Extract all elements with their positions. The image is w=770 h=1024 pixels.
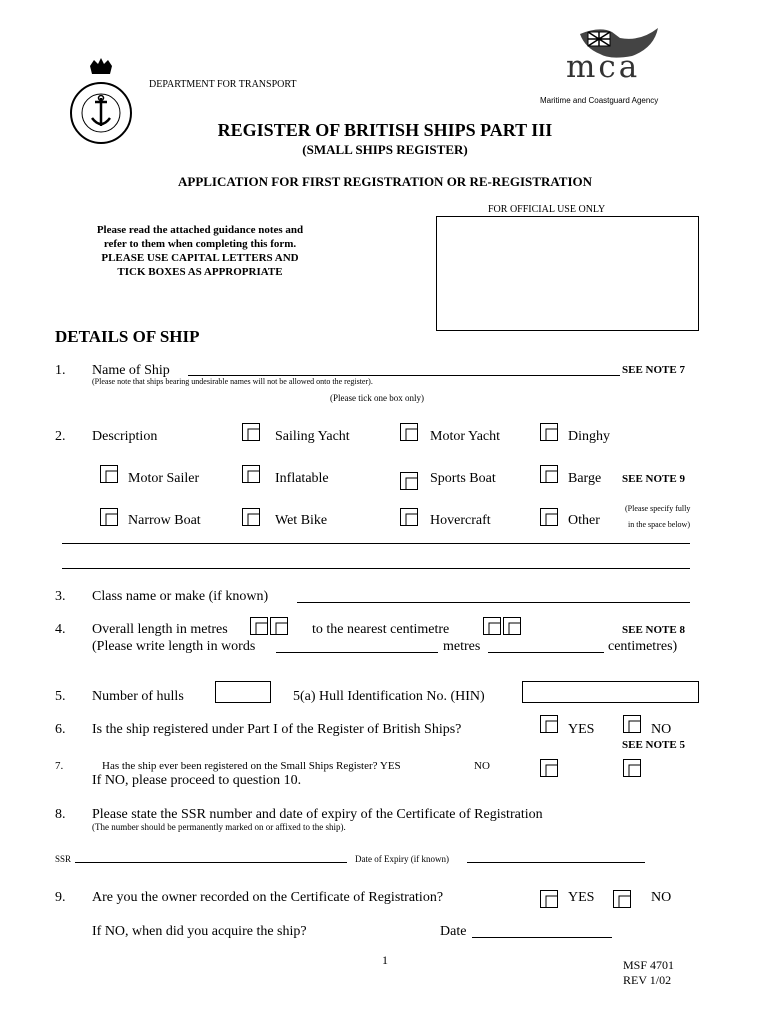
- form-subtitle: (SMALL SHIPS REGISTER): [302, 142, 468, 157]
- instruction-line: refer to them when completing this form.: [103, 238, 297, 250]
- official-use-box: [436, 216, 699, 331]
- sailing-yacht-checkbox[interactable]: [242, 423, 260, 441]
- q7-number: 7.: [55, 760, 64, 772]
- length-cm-box[interactable]: [503, 617, 521, 635]
- q9-label: Are you the owner recorded on the Certificate of Registration?: [92, 890, 444, 905]
- class-name-field[interactable]: [297, 602, 690, 603]
- hovercraft-checkbox[interactable]: [400, 508, 418, 526]
- q1-number: 1.: [55, 363, 66, 378]
- sports-boat-checkbox[interactable]: [400, 472, 418, 490]
- dinghy-label: Dinghy: [568, 429, 610, 444]
- q8-subnote: (The number should be permanently marked on or affixed to the ship).: [92, 822, 346, 832]
- sports-boat-label: Sports Boat: [430, 471, 496, 486]
- expiry-label: Date of Expiry (if known): [355, 854, 449, 864]
- other-label: Other: [568, 513, 600, 528]
- motor-sailer-label: Motor Sailer: [128, 471, 200, 486]
- inflatable-label: Inflatable: [275, 471, 329, 486]
- motor-yacht-checkbox[interactable]: [400, 423, 418, 441]
- narrow-boat-label: Narrow Boat: [128, 513, 201, 528]
- q2-label: Description: [92, 429, 158, 444]
- hovercraft-label: Hovercraft: [430, 513, 491, 528]
- q1-label: Name of Ship: [92, 363, 170, 378]
- official-use-label: FOR OFFICIAL USE ONLY: [488, 204, 606, 215]
- other-checkbox[interactable]: [540, 508, 558, 526]
- narrow-boat-checkbox[interactable]: [100, 508, 118, 526]
- q7-no-label: NO: [474, 760, 490, 772]
- q4-note: SEE NOTE 8: [622, 624, 685, 636]
- q8-number: 8.: [55, 807, 66, 822]
- department-label: DEPARTMENT FOR TRANSPORT: [149, 79, 297, 90]
- agency-name: Maritime and Coastguard Agency: [540, 96, 659, 105]
- q9-acquire-label: If NO, when did you acquire the ship?: [92, 924, 307, 939]
- q4-mid-label: to the nearest centimetre: [312, 622, 450, 637]
- q8-label: Please state the SSR number and date of expiry of the Certificate of Registration: [92, 807, 543, 822]
- ship-name-field[interactable]: [188, 375, 620, 376]
- sailing-yacht-label: Sailing Yacht: [275, 429, 350, 444]
- dinghy-checkbox[interactable]: [540, 423, 558, 441]
- hin-label: 5(a) Hull Identification No. (HIN): [293, 689, 485, 704]
- wet-bike-label: Wet Bike: [275, 513, 328, 528]
- length-words-metres-field[interactable]: [276, 652, 438, 653]
- q9-yes-label: YES: [568, 890, 595, 905]
- q4-label: Overall length in metres: [92, 622, 228, 637]
- q7-yes-checkbox[interactable]: [540, 759, 558, 777]
- other-specify-field[interactable]: [62, 568, 690, 569]
- wet-bike-checkbox[interactable]: [242, 508, 260, 526]
- q7-no-checkbox[interactable]: [623, 759, 641, 777]
- page-number: 1: [382, 953, 388, 967]
- q6-label: Is the ship registered under Part I of the Register of British Ships?: [92, 722, 462, 737]
- mca-logo-text: mca: [566, 49, 641, 85]
- number-of-hulls-input[interactable]: [215, 681, 271, 703]
- q3-label: Class name or make (if known): [92, 589, 269, 604]
- instruction-line: TICK BOXES AS APPROPRIATE: [117, 266, 283, 278]
- barge-checkbox[interactable]: [540, 465, 558, 483]
- length-cm-box[interactable]: [483, 617, 501, 635]
- form-number: MSF 4701: [623, 958, 675, 972]
- instruction-line: Please read the attached guidance notes and: [96, 224, 304, 236]
- hin-input[interactable]: [522, 681, 699, 703]
- q6-no-checkbox[interactable]: [623, 715, 641, 733]
- specify-note: (Please specify fully: [625, 504, 691, 513]
- expiry-date-field[interactable]: [467, 862, 645, 863]
- instruction-line: PLEASE USE CAPITAL LETTERS AND: [101, 252, 299, 264]
- q9-no-checkbox[interactable]: [613, 890, 631, 908]
- length-metres-box[interactable]: [250, 617, 268, 635]
- length-words-cm-field[interactable]: [488, 652, 604, 653]
- q9-no-label: NO: [651, 890, 672, 905]
- q7-label: Has the ship ever been registered on the Small Ships Register? YES: [102, 760, 401, 772]
- acquire-date-field[interactable]: [472, 937, 612, 938]
- q5-label: Number of hulls: [92, 689, 184, 704]
- metres-label: metres: [443, 639, 481, 654]
- q6-note: SEE NOTE 5: [622, 739, 685, 751]
- q9-date-label: Date: [440, 924, 467, 939]
- barge-label: Barge: [568, 471, 602, 486]
- ssr-number-field[interactable]: [75, 862, 347, 863]
- specify-note: in the space below): [628, 520, 690, 529]
- centimetres-label: centimetres): [608, 639, 678, 654]
- q9-number: 9.: [55, 890, 66, 905]
- q2-number: 2.: [55, 429, 66, 444]
- motor-yacht-label: Motor Yacht: [430, 429, 501, 444]
- q3-number: 3.: [55, 589, 66, 604]
- q1-subnote: (Please note that ships bearing undesirable names will not be allowed onto the register).: [92, 377, 373, 386]
- other-specify-field[interactable]: [62, 543, 690, 544]
- q6-no-label: NO: [651, 722, 672, 737]
- q4-words-label: (Please write length in words: [92, 639, 256, 654]
- q5-number: 5.: [55, 689, 66, 704]
- application-title: APPLICATION FOR FIRST REGISTRATION OR RE-REGISTRATION: [177, 174, 593, 189]
- ssr-label: SSR: [55, 854, 72, 864]
- q9-yes-checkbox[interactable]: [540, 890, 558, 908]
- q7-followup: If NO, please proceed to question 10.: [92, 773, 302, 788]
- length-metres-box[interactable]: [270, 617, 288, 635]
- revision: REV 1/02: [623, 973, 672, 987]
- motor-sailer-checkbox[interactable]: [100, 465, 118, 483]
- q6-yes-checkbox[interactable]: [540, 715, 558, 733]
- form-title: REGISTER OF BRITISH SHIPS PART III: [217, 120, 553, 140]
- tick-one-note: (Please tick one box only): [330, 393, 424, 403]
- q6-yes-label: YES: [568, 722, 595, 737]
- section-heading: DETAILS OF SHIP: [55, 327, 200, 346]
- q6-number: 6.: [55, 722, 66, 737]
- q4-number: 4.: [55, 622, 66, 637]
- q2-note: SEE NOTE 9: [622, 473, 685, 485]
- instructions: [60, 223, 340, 279]
- q1-note: SEE NOTE 7: [622, 364, 685, 376]
- inflatable-checkbox[interactable]: [242, 465, 260, 483]
